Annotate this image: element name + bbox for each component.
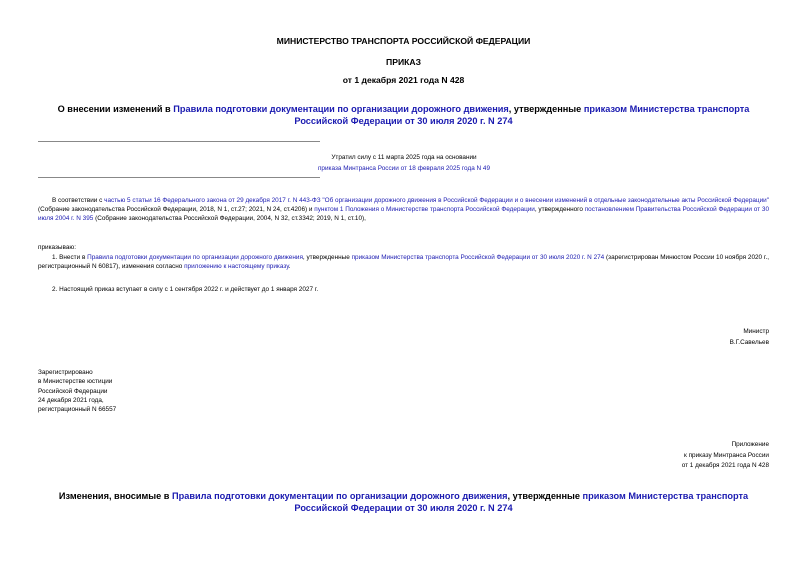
doc-type-heading: ПРИКАЗ [386,57,421,67]
status-note-line: Утратил силу с 11 марта 2025 года на основании [331,154,477,161]
preamble-text-2: (Собрание законодательства Российской Федерации, 2018, N 1, ст.27; 2021, N 24, ст.4206) и [38,206,315,213]
preamble-text-3: , утвержденного [534,206,585,213]
signature-position: Министр [743,328,769,335]
preamble-paragraph [38,196,769,223]
item-1-paragraph [38,253,769,271]
title-text-1: О внесении изменений в [57,104,174,114]
item-1-link-rules[interactable]: Правила подготовки документации по организации дорожного движения [87,254,303,261]
appendix-line: к приказу Минтранса России [684,451,769,459]
preamble-link-law[interactable]: частью 5 статьи 16 Федерального закона от 29 декабря 2017 г. N 443-ФЗ "Об организации дорожного движения в Российской Федерации и о внесении изменений в отдельные законодательные акты Российской Федерации" [104,197,769,204]
registration-line: 24 декабря 2021 года, [38,396,104,404]
preamble-text-1: В соответствии с [52,197,105,204]
item-1-link-appendix[interactable]: приложению к настоящему приказу [184,263,289,270]
ministry-heading: МИНИСТЕРСТВО ТРАНСПОРТА РОССИЙСКОЙ ФЕДЕРАЦИИ [276,36,531,46]
registration-block [38,368,116,414]
order-word: приказываю: [38,244,76,251]
doc-date-number: от 1 декабря 2021 года N 428 [342,75,465,85]
appendix-title [38,490,769,514]
signature-name: В.Г.Савельев [729,339,769,346]
bottom-title-link-rules[interactable]: Правила подготовки документации по организации дорожного движения [172,491,508,501]
item-1-text-2: , утвержденные [302,254,352,261]
bottom-title-link-order-274[interactable]: приказом Министерства транспорта Российской Федерации от 30 июля 2020 г. N 274 [294,491,749,513]
preamble-link-decree[interactable]: постановлением Правительства Российской Федерации от 30 июля 2004 г. N 395 [38,206,769,222]
item-1-text-3: (зарегистрирован Минюстом России 10 ноября 2020 г., регистрационный N 60817), изменения согласно [38,254,769,270]
appendix-block [560,440,769,472]
title-link-rules[interactable]: Правила подготовки документации по организации дорожного движения [173,104,509,114]
title-text-2: , утвержденные [508,104,584,114]
bottom-title-text-2: , утвержденные [507,491,583,501]
item-1-text-4: . [288,263,291,270]
registration-line: в Министерстве юстиции [38,378,113,386]
registration-line: регистрационный N 66557 [38,406,117,414]
registration-line: Зарегистрировано [38,369,93,376]
appendix-line: от 1 декабря 2021 года N 428 [681,462,769,469]
preamble-text-4: (Собрание законодательства Российской Федерации, 2004, N 32, ст.3342; 2019, N 1, ст.10), [93,215,366,222]
divider-bottom [38,177,320,178]
divider-top [38,141,320,142]
registration-line: Российской Федерации [38,387,108,395]
document-title [38,103,769,127]
item-1-link-order-274[interactable]: приказом Министерства транспорта Российской Федерации от 30 июля 2020 г. N 274 [351,254,605,261]
repeal-order-link[interactable]: приказа Минтранса России от 18 февраля 2025 года N 49 [317,165,491,172]
appendix-line: Приложение [731,441,769,448]
status-note-link[interactable] [224,164,584,173]
title-link-order-274[interactable]: приказом Министерства транспорта Российской Федерации от 30 июля 2020 г. N 274 [294,104,750,126]
preamble-link-regulation[interactable]: пунктом 1 Положения о Министерстве транспорта Российской Федерации [314,206,535,213]
item-2-paragraph: 2. Настоящий приказ вступает в силу с 1 сентября 2022 г. и действует до 1 января 2027 г. [52,286,319,293]
bottom-title-text-1: Изменения, вносимые в [58,491,172,501]
item-1-text-1: 1. Внести в [52,254,88,261]
